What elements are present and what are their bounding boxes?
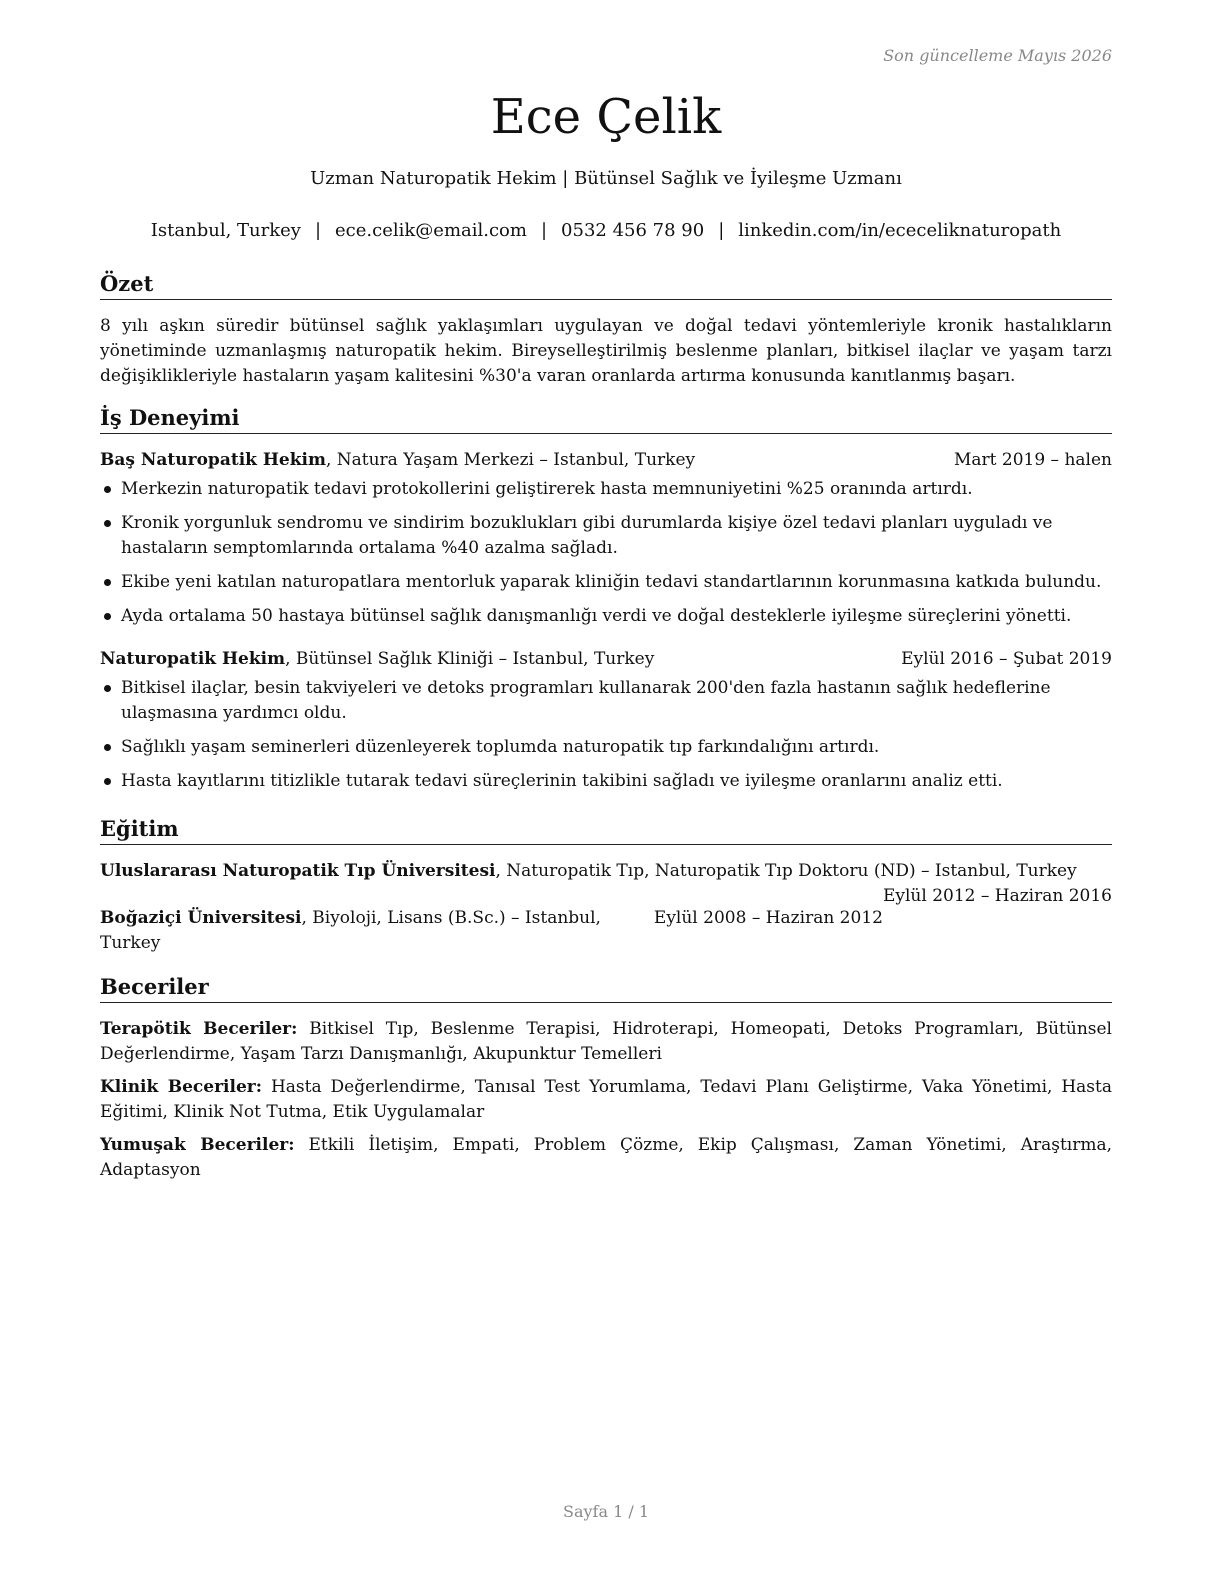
job-entry <box>100 647 1112 794</box>
job-bullet: Ayda ortalama 50 hastaya bütünsel sağlık danışmanlığı verdi ve doğal desteklerle iyileşme süreçlerini yönetti. <box>100 604 1112 629</box>
skill-group <box>100 1133 1112 1183</box>
experience-section <box>100 404 1112 803</box>
job-header <box>100 448 1112 473</box>
job-bullet: Kronik yorgunluk sendromu ve sindirim bozuklukları gibi durumlarda kişiye özel tedavi planları uyguladı ve hastaların semptomlarında ortalama %40 azalma sağladı. <box>100 511 1112 561</box>
summary-section <box>100 270 1112 389</box>
job-bullets <box>100 477 1112 629</box>
skill-group-label: Klinik Beceriler: <box>100 1077 263 1097</box>
contact-phone[interactable]: 0532 456 78 90 <box>561 220 705 241</box>
skill-group <box>100 1075 1112 1125</box>
job-date: Eylül 2016 – Şubat 2019 <box>901 649 1112 669</box>
job-date: Mart 2019 – halen <box>953 450 1112 470</box>
education-date: Eylül 2008 – Haziran 2012 <box>653 908 883 928</box>
contact-separator: | <box>718 220 725 241</box>
job-bullet: Sağlıklı yaşam seminerleri düzenleyerek toplumda naturopatik tıp farkındalığını artırdı. <box>100 735 1112 760</box>
skills-section <box>100 973 1112 1191</box>
job-bullet: Ekibe yeni katılan naturopatlara mentorluk yaparak kliniğin tedavi standartlarının korunmasına katkıda bulundu. <box>100 570 1112 595</box>
contact-separator: | <box>540 220 548 241</box>
contact-email[interactable]: ece.celik@email.com <box>335 220 527 241</box>
section-title: Özet <box>100 270 1112 300</box>
education-detail: , Biyoloji, Lisans (B.Sc.) – Istanbul, Turkey <box>100 908 601 953</box>
job-role: Naturopatik Hekim <box>100 649 286 669</box>
education-detail: , Naturopatik Tıp, Naturopatik Tıp Doktoru (ND) – Istanbul, Turkey <box>495 861 1077 881</box>
education-entry <box>100 906 883 956</box>
job-org: , Natura Yaşam Merkezi – Istanbul, Turkey <box>325 450 696 470</box>
education-entry <box>100 859 1112 906</box>
contact-line <box>100 218 1112 244</box>
job-bullet: Bitkisel ilaçlar, besin takviyeleri ve detoks programları kullanarak 200'den fazla hastanın sağlık hedeflerine ulaşmasına yardımcı oldu. <box>100 676 1112 726</box>
education-school: Uluslararası Naturopatik Tıp Üniversitesi <box>100 861 496 881</box>
job-role: Baş Naturopatik Hekim <box>100 450 326 470</box>
last-updated: Son güncelleme Mayıs 2026 <box>883 46 1112 65</box>
job-bullet: Merkezin naturopatik tedavi protokollerini geliştirerek hasta memnuniyetini %25 oranında artırdı. <box>100 477 1112 502</box>
summary-text: 8 yılı aşkın süredir bütünsel sağlık yaklaşımları uygulayan ve doğal tedavi yöntemleriyle kronik hastalıkların yönetiminde uzmanlaşmış naturopatik hekim. Bireyselleştirilmiş beslenme planları, bitkisel ilaçlar ve yaşam tarzı değişiklikleriyle hastaların yaşam kalitesini %30'a varan oranlarda artırma konusunda kanıtlanmış başarı. <box>100 316 1112 386</box>
section-title: Beceriler <box>100 973 1112 1003</box>
skill-group-label: Terapötik Beceriler: <box>100 1019 298 1039</box>
page-number: Sayfa 1 / 1 <box>562 1502 649 1521</box>
education-date: Eylül 2012 – Haziran 2016 <box>882 886 1112 906</box>
education-school: Boğaziçi Üniversitesi <box>100 908 302 928</box>
skill-group-value: Hasta Değerlendirme, Tanısal Test Yorumlama, Tedavi Planı Geliştirme, Vaka Yönetimi, Hasta Eğitimi, Klinik Not Tutma, Etik Uygulamalar <box>100 1077 1112 1122</box>
skill-group-label: Yumuşak Beceriler: <box>100 1135 295 1155</box>
job-entry <box>100 448 1112 629</box>
job-header <box>100 647 1112 672</box>
contact-linkedin[interactable]: linkedin.com/in/ececeliknaturopath <box>738 220 1062 241</box>
resume-page <box>100 0 1112 1584</box>
candidate-tagline: Uzman Naturopatik Hekim | Bütünsel Sağlık ve İyileşme Uzmanı <box>310 168 902 189</box>
job-bullets <box>100 676 1112 794</box>
skill-group <box>100 1017 1112 1067</box>
job-bullet: Hasta kayıtlarını titizlikle tutarak tedavi süreçlerinin takibini sağladı ve iyileşme oranlarını analiz etti. <box>100 769 1112 794</box>
contact-separator: | <box>314 220 322 241</box>
skill-group-value: Bitkisel Tıp, Beslenme Terapisi, Hidroterapi, Homeopati, Detoks Programları, Bütünsel Değerlendirme, Yaşam Tarzı Danışmanlığı, Akupunktur Temelleri <box>100 1019 1112 1064</box>
skill-group-value: Etkili İletişim, Empati, Problem Çözme, Ekip Çalışması, Zaman Yönetimi, Araştırma, Adaptasyon <box>100 1135 1113 1180</box>
candidate-name: Ece Çelik <box>490 89 722 145</box>
contact-location: Istanbul, Turkey <box>150 220 301 241</box>
section-title: Eğitim <box>100 815 1112 845</box>
education-section <box>100 815 1112 956</box>
job-org: , Bütünsel Sağlık Kliniği – Istanbul, Turkey <box>285 649 655 669</box>
section-title: İş Deneyimi <box>100 404 1112 434</box>
